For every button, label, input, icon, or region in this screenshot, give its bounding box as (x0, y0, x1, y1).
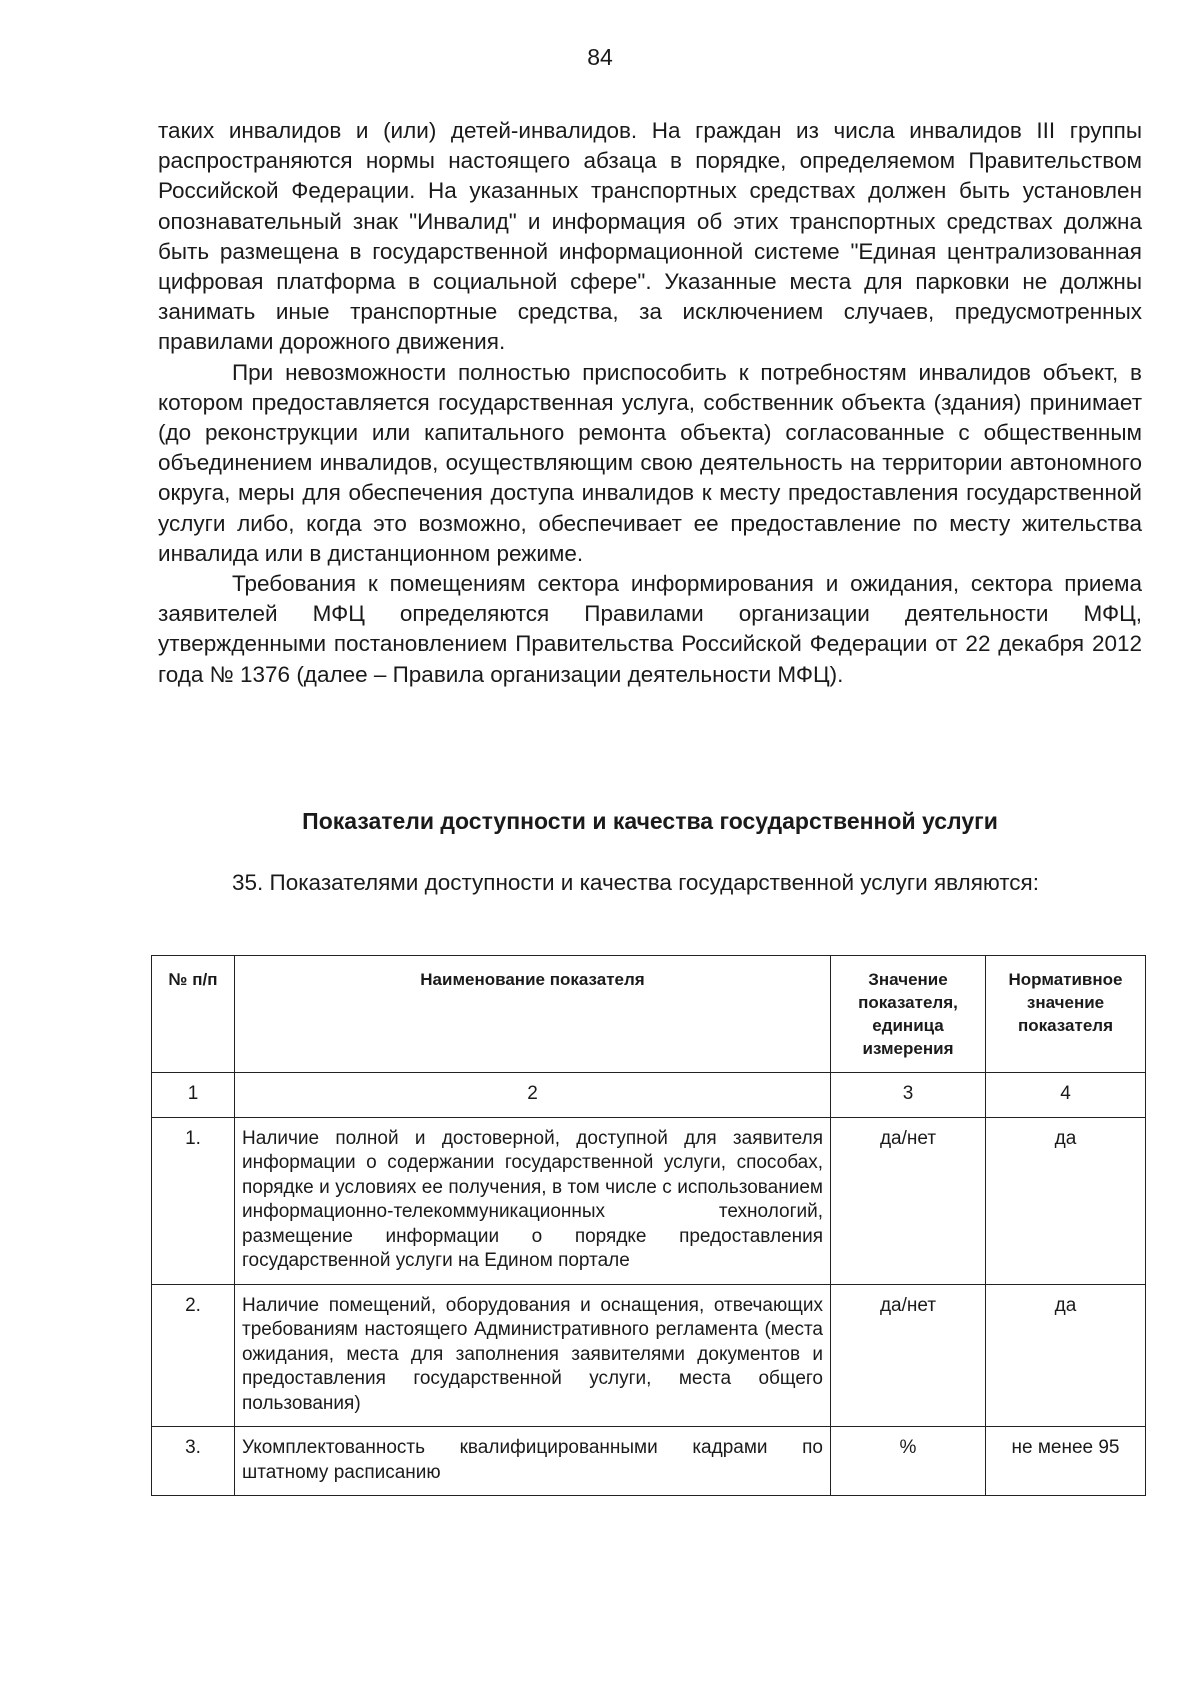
body-text (158, 116, 1142, 690)
indicator-name: Наличие помещений, оборудования и оснащения, отвечающих требованиям настоящего Административного регламента (места ожидания, места для заполнения заявителями документов и предоставления государственной услуги, места общего пользования) (235, 1284, 831, 1427)
indicator-norm: не менее 95 (986, 1427, 1146, 1496)
indicator-norm: да (986, 1284, 1146, 1427)
paragraph-accessibility-measures: При невозможности полностью приспособить к потребностям инвалидов объект, в котором предоставляется государственная услуга, собственник объекта (здания) принимает (до реконструкции или капитального ремонта объекта) согласованные с общественным объединением инвалидов, осуществляющим свою деятельность на территории автономного округа, меры для обеспечения доступа инвалидов к месту предоставления государственной услуги либо, когда это возможно, обеспечивает ее предоставление по месту жительства инвалида или в дистанционном режиме. (158, 359, 1142, 566)
header-indicator-value: Значение показателя, единица измерения (831, 956, 986, 1073)
indicator-unit: да/нет (831, 1117, 986, 1284)
indicator-name: Укомплектованность квалифицированными кадрами по штатному расписанию (235, 1427, 831, 1496)
indicator-norm: да (986, 1117, 1146, 1284)
table-row (152, 1284, 1146, 1427)
row-number: 3. (152, 1427, 235, 1496)
paragraph-continuation: таких инвалидов и (или) детей-инвалидов. На граждан из числа инвалидов III группы распространяются нормы настоящего абзаца в порядке, определяемом Правительством Российской Федерации. На указанных транспортных средствах должен быть установлен опознавательный знак "Инвалид" и информация об этих транспортных средствах должна быть размещена в государственной информационной системе "Единая централизованная цифровая платформа в социальной сфере". Указанные места для парковки не должны занимать иные транспортные средства, за исключением случаев, предусмотренных правилами дорожного движения. (158, 118, 1142, 355)
column-number: 3 (831, 1073, 986, 1118)
column-number-row (152, 1073, 1146, 1118)
header-number: № п/п (152, 956, 235, 1073)
indicator-unit: да/нет (831, 1284, 986, 1427)
page-number: 84 (587, 44, 613, 70)
indicator-name: Наличие полной и достоверной, доступной для заявителя информации о содержании государственной услуги, способах, порядке и условиях ее получения, в том числе с использованием информационно-телекоммуникационных технологий, размещение информации о порядке предоставления государственной услуги на Едином портале (235, 1117, 831, 1284)
table-header-row (152, 956, 1146, 1073)
column-number: 4 (986, 1073, 1146, 1118)
section-intro: 35. Показателями доступности и качества государственной услуги являются: (232, 870, 1039, 895)
row-number: 2. (152, 1284, 235, 1427)
header-indicator-name: Наименование показателя (235, 956, 831, 1073)
column-number: 1 (152, 1073, 235, 1118)
section-heading: Показатели доступности и качества государственной услуги (302, 808, 998, 834)
header-normative-value: Нормативное значение показателя (986, 956, 1146, 1073)
table-row (152, 1427, 1146, 1496)
table-row (152, 1117, 1146, 1284)
row-number: 1. (152, 1117, 235, 1284)
indicator-unit: % (831, 1427, 986, 1496)
indicators-table (151, 955, 1146, 1496)
paragraph-mfc-requirements: Требования к помещениям сектора информирования и ожидания, сектора приема заявителей МФЦ определяются Правилами организации деятельности МФЦ, утвержденными постановлением Правительства Российской Федерации от 22 декабря 2012 года № 1376 (далее – Правила организации деятельности МФЦ). (158, 571, 1142, 687)
column-number: 2 (235, 1073, 831, 1118)
